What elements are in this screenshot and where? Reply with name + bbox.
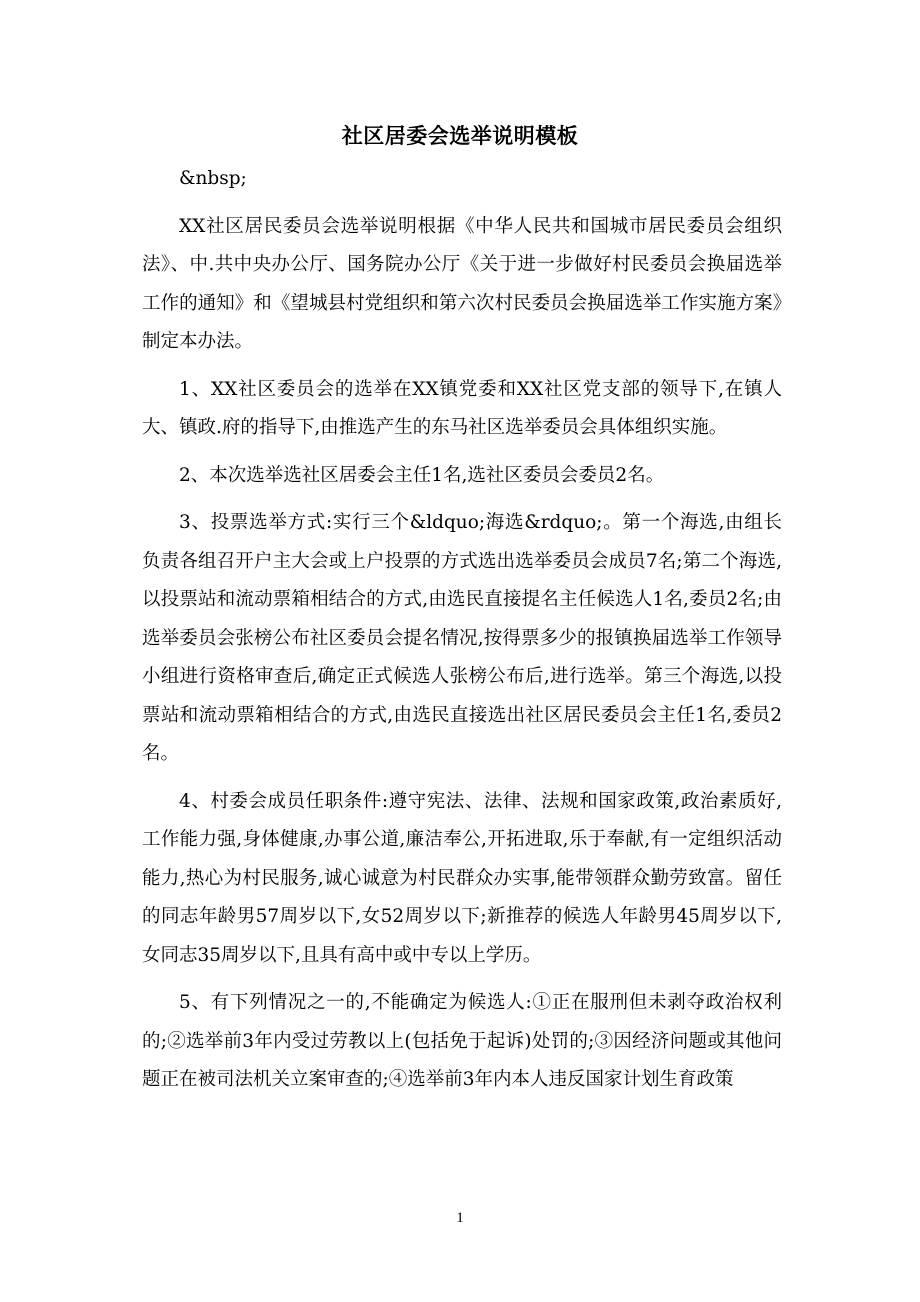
paragraph-intro: XX社区居民委员会选举说明根据《中华人民共和国城市居民委员会组织法》、中.共中央办公厅、国务院办公厅《关于进一步做好村民委员会换届选举工作的通知》和《望城县村党组织和第六次村民委员会换届选举工作实施方案》制定本办法。 [142, 215, 782, 352]
paragraph-item-2: 2、本次选举选社区居委会主任1名,选社区委员会委员2名。 [179, 464, 665, 486]
paragraph-item-1: 1、XX社区委员会的选举在XX镇党委和XX社区党支部的领导下,在镇人大、镇政.府的指导下,由推选产生的东马社区选举委员会具体组织实施。 [142, 378, 782, 438]
document-title: 社区居委会选举说明模板 [341, 123, 579, 148]
paragraph-item-3: 3、投票选举方式:实行三个&ldquo;海选&rdquo;。第一个海选,由组长负责各组召开户主大会或上户投票的方式选出选举委员会成员7名;第二个海选,以投票站和流动票箱相结合的方式,由选民直接提名主任候选人1名,委员2名;由选举委员会张榜公布社区委员会提名情况,按得票多少的报镇换届选举工作领导小组进行资格审查后,确定正式候选人张榜公布后,进行选举。第三个海选,以投票站和流动票箱相结合的方式,由选民直接选出社区居民委员会主任1名,委员2名。 [142, 512, 782, 764]
paragraph-item-5: 5、有下列情况之一的,不能确定为候选人:①正在服刑但未剥夺政治权利的;②选举前3年内受过劳教以上(包括免于起诉)处罚的;③因经济问题或其他问题正在被司法机关立案审查的;④选举前3年内本人违反国家计划生育政策 [142, 992, 782, 1090]
paragraph-nbsp: &nbsp; [179, 168, 247, 189]
page-number: 1 [456, 1210, 464, 1226]
paragraph-item-4: 4、村委会成员任职条件:遵守宪法、法律、法规和国家政策,政治素质好,工作能力强,身体健康,办事公道,廉洁奉公,开拓进取,乐于奉献,有一定组织活动能力,热心为村民服务,诚心诚意为村民群众办实事,能带领群众勤劳致富。留任的同志年龄男57周岁以下,女52周岁以下;新推荐的候选人年龄男45周岁以下,女同志35周岁以下,且具有高中或中专以上学历。 [142, 790, 782, 966]
document-body [142, 160, 782, 1109]
